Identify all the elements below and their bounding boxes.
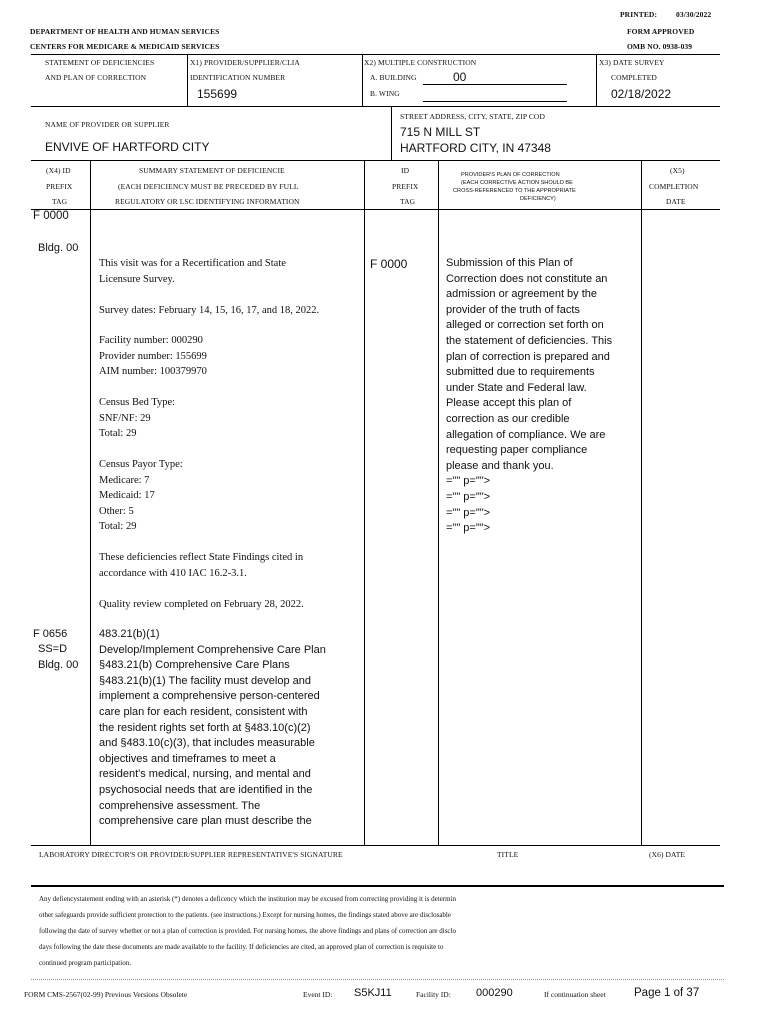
x5-header-2: COMPLETION <box>649 182 699 191</box>
statement-label: STATEMENT OF DEFICIENCIES <box>45 58 155 67</box>
address-line-1: 715 N MILL ST <box>400 125 481 139</box>
id-tag-f0000: F 0000 <box>370 257 408 271</box>
header-rule <box>31 209 720 210</box>
statement-label-2: AND PLAN OF CORRECTION <box>45 73 147 82</box>
divider <box>391 106 392 160</box>
address-line-2: HARTFORD CITY, IN 47348 <box>400 141 551 155</box>
signature-date-label: (X6) DATE <box>649 850 686 859</box>
wing-label: B. WING <box>370 89 400 98</box>
signature-label: LABORATORY DIRECTOR'S OR PROVIDER/SUPPLIER REPRESENTATIVE'S SIGNATURE <box>39 850 343 859</box>
centers-title: CENTERS FOR MEDICARE & MEDICAID SERVICES <box>30 42 220 51</box>
survey-completed-date: 02/18/2022 <box>611 87 672 101</box>
x2-label: X2) MULTIPLE CONSTRUCTION <box>364 58 477 67</box>
f0656-regulation-text: 483.21(b)(1) Develop/Implement Comprehensive Care Plan §483.21(b) Comprehensive Care Plans §483.21(b)(1) The facility must develop and implement a comprehensive person-centered care plan for each resident, consistent with the resident rights set forth at §483.10(c)(2) and §483.10(c)(3), that includes measurable objectives and timeframes to meet a resident's medical, nursing, and mental and psychosocial needs that are identified in the comprehensive assessment. The comprehensive care plan must describe the <box>99 628 326 828</box>
building-label: A. BUILDING <box>370 73 417 82</box>
footer-dotted-rule <box>31 979 724 980</box>
printed-label: PRINTED: <box>620 10 658 19</box>
department-title: DEPARTMENT OF HEALTH AND HUMAN SERVICES <box>30 27 220 36</box>
disclaimer-line-4: days following the date these documents are made available to the facility. If deficiencies are cited, an approved plan of correction is requisite to <box>39 943 444 951</box>
top-rule <box>31 54 720 55</box>
visit-paragraph: This visit was for a Recertification and State Licensure Survey. <box>99 258 286 285</box>
form-approved: FORM APPROVED <box>627 27 695 36</box>
divider <box>362 54 363 106</box>
id-header-3: TAG <box>400 197 416 206</box>
x3-label-2: COMPLETED <box>611 73 657 82</box>
poc-header-2: (EACH CORRECTIVE ACTION SHOULD BE <box>461 180 573 186</box>
col-divider <box>90 160 91 845</box>
col-divider <box>438 160 439 845</box>
survey-dates: Survey dates: February 14, 15, 16, 17, and 18, 2022. <box>99 305 320 316</box>
building-value: 00 <box>453 70 467 84</box>
divider <box>596 54 597 106</box>
x1-label-2: IDENTIFICATION NUMBER <box>190 73 286 82</box>
disclaimer-line-1: Any defiencystatement ending with an asterisk (*) denotes a deficency which the institution may be excused from correcting providing it is determin <box>39 895 456 903</box>
title-label: TITLE <box>497 850 519 859</box>
x5-header-3: DATE <box>666 197 686 206</box>
x4-header-3: TAG <box>52 197 68 206</box>
poc-header-3: CROSS-REFERENCED TO THE APPROPRIATE <box>453 188 576 194</box>
x5-header: (X5) <box>670 166 685 175</box>
poc-header-4: DEFICIENCY) <box>520 196 556 202</box>
findings-paragraph: These deficiencies reflect State Findings cited in accordance with 410 IAC 16.2-3.1. <box>99 552 304 579</box>
col-divider <box>641 160 642 845</box>
poc-header: PROVIDER'S PLAN OF CORRECTION <box>461 172 560 178</box>
census-bed-type: Census Bed Type: SNF/NF: 29 Total: 29 <box>99 397 176 440</box>
x4-header: (X4) ID <box>46 166 71 175</box>
continuation-label: If continuation sheet <box>544 990 606 999</box>
bldg-label: Bldg. 00 <box>38 242 79 254</box>
event-id-label: Event ID: <box>303 990 333 999</box>
tag-f0656: F 0656 <box>33 628 68 640</box>
summary-header-3: REGULATORY OR LSC IDENTIFYING INFORMATION <box>115 197 300 206</box>
omb-number: OMB NO. 0938-039 <box>627 42 693 51</box>
divider <box>31 160 720 161</box>
disclaimer-line-5: continued program participation. <box>39 959 131 967</box>
grid-bottom-rule <box>31 845 720 846</box>
disclaimer-line-3: following the date of survey whether or not a plan of correction is provided. For nursing homes, the above findings and plans of correction are disclo <box>39 927 456 935</box>
divider <box>31 106 720 107</box>
x4-header-2: PREFIX <box>46 182 73 191</box>
id-header: ID <box>401 166 410 175</box>
page-number: Page 1 of 37 <box>634 987 700 999</box>
provider-id-value: 155699 <box>197 87 238 101</box>
facility-id-value: 000290 <box>476 987 513 999</box>
summary-header: SUMMARY STATEMENT OF DEFICIENCIE <box>139 166 285 175</box>
printed-date: 03/30/2022 <box>676 10 712 19</box>
form-number: FORM CMS-2567(02-99) Previous Versions Obsolete <box>24 990 188 999</box>
address-label: STREET ADDRESS, CITY, STATE, ZIP COD <box>400 112 545 121</box>
building-underline <box>423 84 567 85</box>
bldg-label-2: Bldg. 00 <box>38 659 79 671</box>
facility-numbers: Facility number: 000290 Provider number: 155699 AIM number: 100379970 <box>99 335 207 378</box>
facility-id-label: Facility ID: <box>416 990 451 999</box>
event-id-value: S5KJ11 <box>354 987 392 999</box>
plan-of-correction-text: Submission of this Plan of Correction does not constitute an admission or agreement by the provider of the truth of facts alleged or correction set forth on the statement of deficiencies. This plan of correction is prepared and submitted due to requirements under State and Federal law. Please accept this plan of correction as our credible allegation of compliance. We are requesting paper compliance please and thank you. ="" p=""> ="" p=""> ="" p=""> ="" p=""> <box>446 257 613 535</box>
wing-underline <box>423 101 567 102</box>
x1-label: X1) PROVIDER/SUPPLIER/CLIA <box>190 58 300 67</box>
census-payor-type: Census Payor Type: Medicare: 7 Medicaid: 17 Other: 5 Total: 29 <box>99 459 183 533</box>
quality-review: Quality review completed on February 28, 2022. <box>99 599 304 610</box>
id-header-2: PREFIX <box>392 182 419 191</box>
provider-name-label: NAME OF PROVIDER OR SUPPLIER <box>45 120 170 129</box>
tag-f0000: F 0000 <box>33 210 69 222</box>
disclaimer-line-2: other safeguards provide sufficient protection to the patients. (see instructions.) Except for nursing homes, the findings stated above are disclosable <box>39 911 451 919</box>
divider <box>187 54 188 106</box>
provider-name-value: ENVIVE OF HARTFORD CITY <box>45 140 210 154</box>
scope-severity: SS=D <box>38 643 68 655</box>
signature-rule <box>31 885 724 887</box>
col-divider <box>364 160 365 845</box>
x3-label: X3) DATE SURVEY <box>599 58 665 67</box>
summary-header-2: (EACH DEFICIENCY MUST BE PRECEDED BY FULL <box>118 182 299 191</box>
